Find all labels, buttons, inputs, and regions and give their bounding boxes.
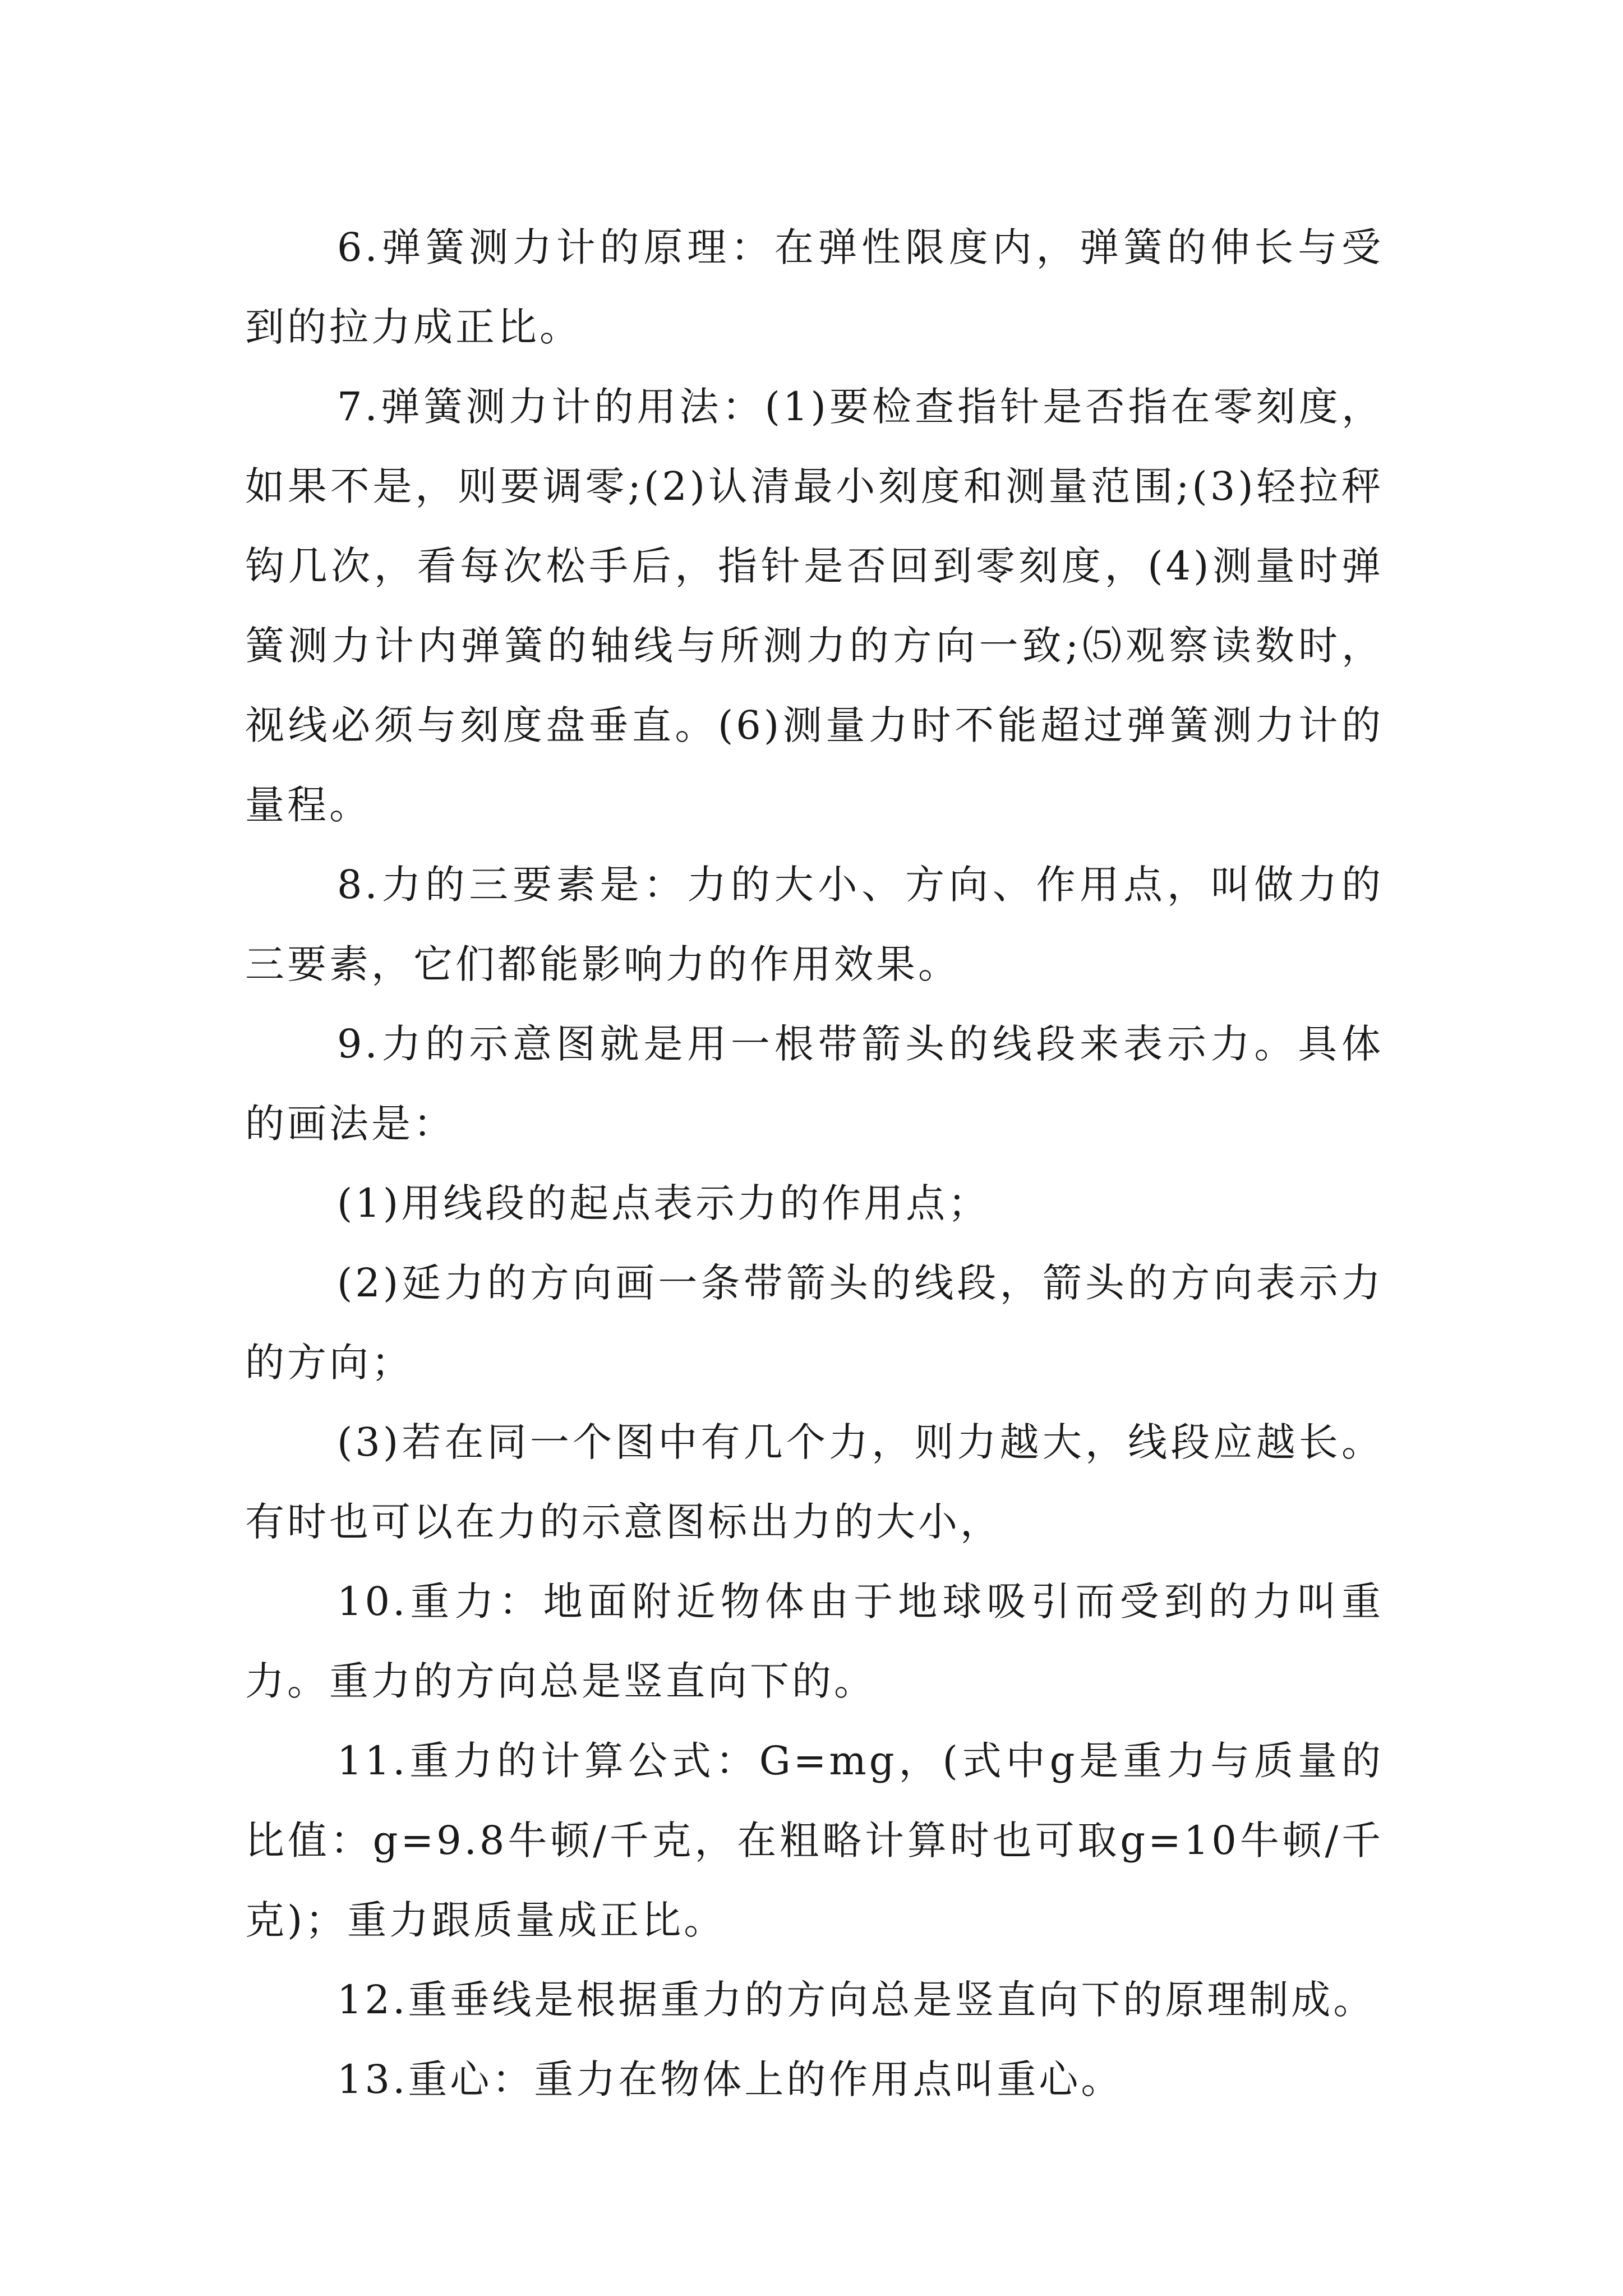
document-page [245,208,1384,2119]
paragraph-10: 10.重力：地面附近物体由于地球吸引而受到的力叫重力。重力的方向总是竖直向下的。 [245,1579,1384,1704]
paragraph-6: 6.弹簧测力计的原理：在弹性限度内，弹簧的伸长与受到的拉力成正比。 [245,224,1384,350]
paragraph-8: 8.力的三要素是：力的大小、方向、作用点，叫做力的三要素，它们都能影响力的作用效果。 [245,862,1384,987]
paragraph-12: 12.重垂线是根据重力的方向总是竖直向下的原理制成。 [337,1977,1376,2023]
paragraph-7: 7.弹簧测力计的用法：(1)要检查指针是否指在零刻度，如果不是，则要调零;(2)认清最小刻度和测量范围;(3)轻拉秤钩几次，看每次松手后，指针是否回到零刻度，(4)测量时弹簧测力计内弹簧的轴线与所测力的方向一致;⑸观察读数时，视线必须与刻度盘垂直。(6)测量力时不能超过弹簧测力计的量程。 [245,384,1384,828]
paragraph-9-step-3: (3)若在同一个图中有几个力，则力越大，线段应越长。有时也可以在力的示意图标出力的大小， [245,1419,1384,1545]
paragraph-13: 13.重心：重力在物体上的作用点叫重心。 [337,2056,1123,2102]
paragraph-9-step-1: (1)用线段的起点表示力的作用点； [337,1180,990,1226]
paragraph-9-step-2: (2)延力的方向画一条带箭头的线段，箭头的方向表示力的方向； [245,1260,1384,1386]
paragraph-9: 9.力的示意图就是用一根带箭头的线段来表示力。具体的画法是： [245,1021,1384,1147]
paragraph-11: 11.重力的计算公式：G=mg，(式中g是重力与质量的比值：g=9.8牛顿/千克，在粗略计算时也可取g=10牛顿/千克)；重力跟质量成正比。 [245,1738,1384,1943]
